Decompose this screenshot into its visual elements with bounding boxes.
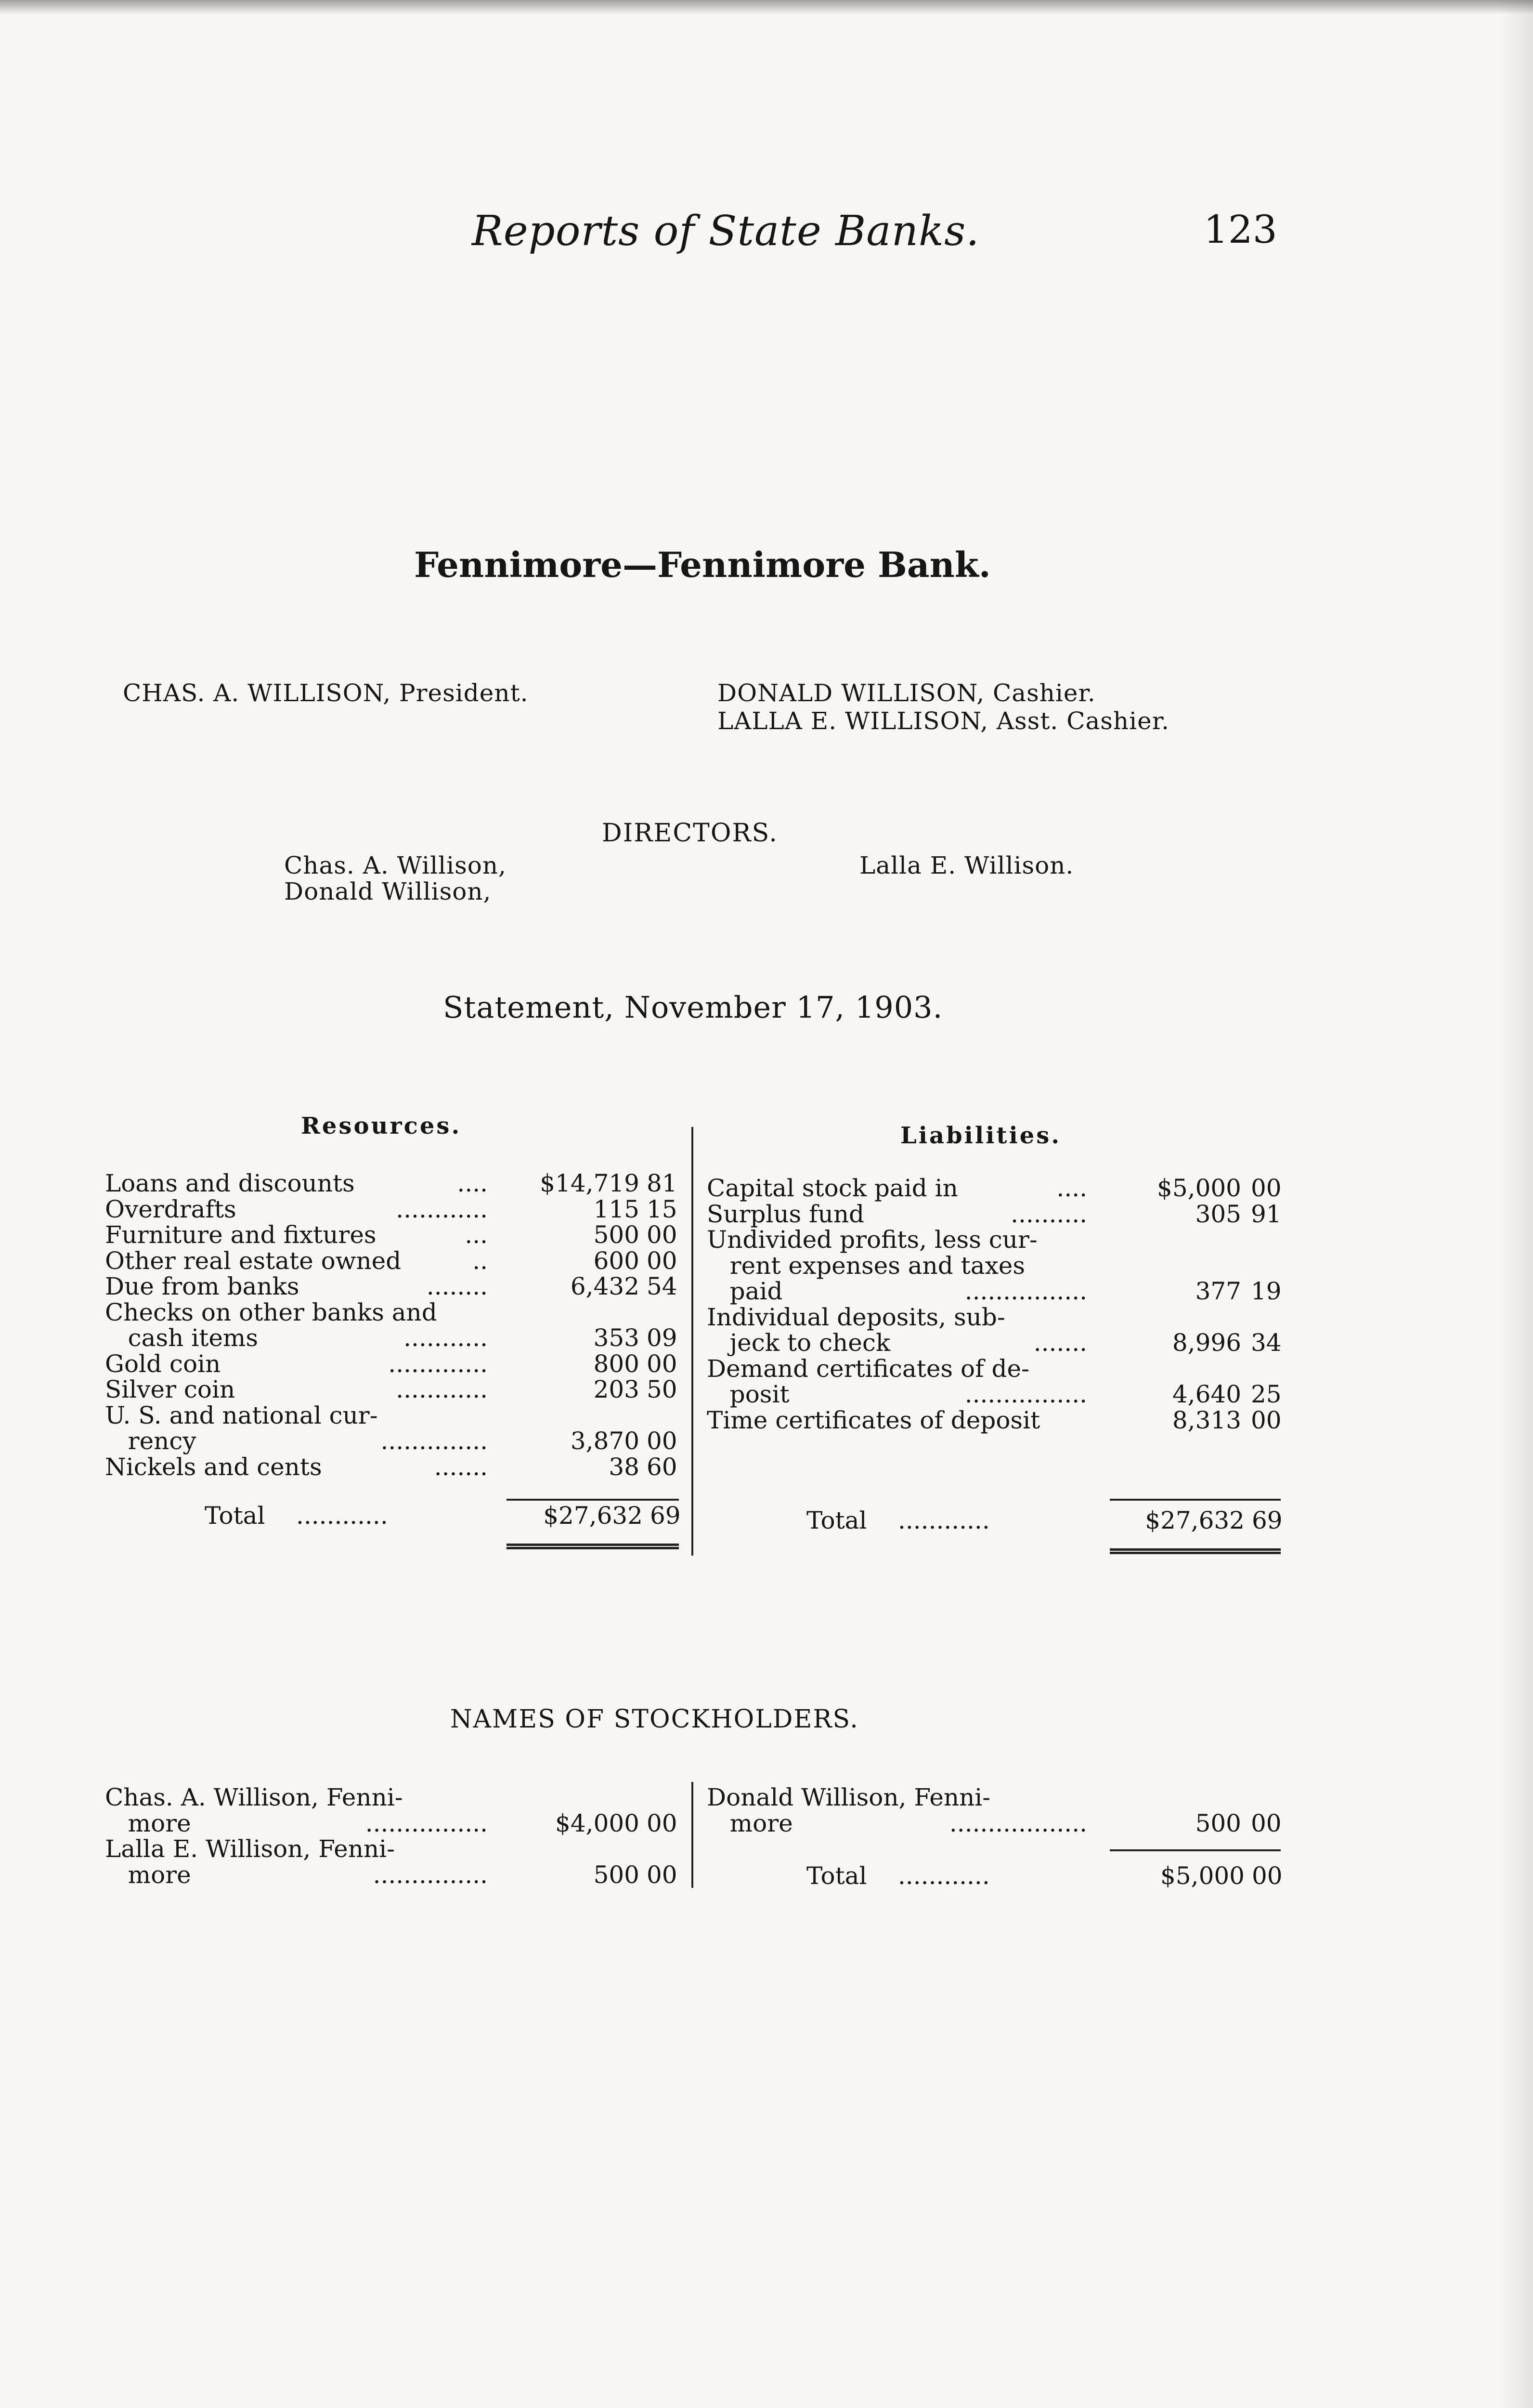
resources-row <box>105 1272 677 1300</box>
resources-row <box>105 1402 586 1428</box>
row-label: Silver coin <box>105 1375 235 1403</box>
amount-dollars: 377 <box>1195 1277 1241 1305</box>
amount-dollars: 3,870 <box>570 1427 639 1455</box>
row-label: rency <box>105 1427 196 1455</box>
total-dollars: $27,632 <box>1145 1506 1245 1534</box>
amount-cents: 00 <box>647 1427 677 1455</box>
leader-dots: ................ <box>964 1277 1087 1305</box>
amount-dollars: 305 <box>1195 1200 1241 1228</box>
amount-cents: 00 <box>647 1860 677 1889</box>
resources-total-rule <box>507 1499 679 1501</box>
row-label: posit <box>707 1380 790 1408</box>
row-label: jeck to check <box>707 1329 891 1357</box>
row-label: rent expenses and taxes <box>707 1251 1026 1280</box>
liabilities-row <box>707 1356 1188 1382</box>
stockholder-row <box>105 1809 677 1837</box>
leader-dots: ............ <box>396 1375 488 1403</box>
row-label: more <box>707 1809 793 1837</box>
amount-cents: 09 <box>647 1324 677 1352</box>
leader-dots: .......... <box>1011 1200 1087 1228</box>
leader-dots: .... <box>457 1169 488 1197</box>
amount-cents: 25 <box>1251 1380 1282 1408</box>
total-dollars: $27,632 <box>543 1502 643 1530</box>
page-edge-shadow-top <box>0 0 1533 14</box>
resources-row <box>105 1324 677 1352</box>
amount-dollars: $5,000 <box>1157 1174 1241 1202</box>
total-label: Total <box>806 1862 867 1890</box>
row-label: Overdrafts <box>105 1195 236 1223</box>
amount-dollars: $4,000 <box>555 1809 639 1837</box>
leader-dots: .................. <box>949 1809 1087 1837</box>
stockholder-row <box>105 1836 586 1862</box>
liabilities-row <box>707 1304 1188 1330</box>
liabilities-double-rule <box>1110 1548 1281 1554</box>
leader-dots: ............... <box>373 1860 488 1889</box>
resources-row <box>105 1246 677 1275</box>
stockholder-row <box>707 1809 1282 1837</box>
amount-cents: 60 <box>647 1453 677 1481</box>
leader-dots: ................ <box>365 1809 488 1837</box>
total-cents: 69 <box>1252 1506 1283 1534</box>
amount-cents: 34 <box>1251 1329 1282 1357</box>
leader-dots: ............ <box>396 1195 488 1223</box>
liabilities-row <box>707 1200 1282 1228</box>
amount-cents: 00 <box>1251 1406 1282 1434</box>
amount-cents: 15 <box>647 1195 677 1223</box>
row-label: Capital stock paid in <box>707 1174 958 1202</box>
amount-dollars: 8,996 <box>1172 1329 1241 1357</box>
amount-dollars: 203 <box>593 1375 639 1403</box>
leader-dots: .............. <box>380 1427 488 1455</box>
row-label: Gold coin <box>105 1349 221 1378</box>
amount-cents: 00 <box>647 1246 677 1275</box>
leader-dots: ....... <box>434 1453 488 1481</box>
row-label: more <box>105 1809 191 1837</box>
row-label: Furniture and fixtures <box>105 1221 377 1249</box>
amount-cents: 54 <box>647 1272 677 1300</box>
leader-dots: ............ <box>296 1502 388 1530</box>
amount-dollars: 500 <box>593 1860 639 1889</box>
total-label: Total <box>806 1506 867 1534</box>
amount-dollars: 8,313 <box>1172 1406 1241 1434</box>
leader-dots: ............ <box>898 1506 990 1534</box>
liabilities-heading: Liabilities. <box>900 1122 1062 1149</box>
resources-total-row <box>205 1503 686 1529</box>
amount-dollars: 6,432 <box>570 1272 639 1300</box>
total-dollars: $5,000 <box>1160 1862 1245 1890</box>
statement-date: Statement, November 17, 1903. <box>443 990 943 1025</box>
row-label: Individual deposits, sub- <box>707 1303 1005 1331</box>
total-cents: 00 <box>1252 1862 1283 1890</box>
row-label: Other real estate owned <box>105 1246 402 1275</box>
row-label: Time certificates of deposit <box>707 1406 1040 1434</box>
officer-cashier: DONALD WILLISON, Cashier. <box>717 679 1096 707</box>
amount-dollars: 500 <box>1195 1809 1241 1837</box>
row-label: Due from banks <box>105 1272 299 1300</box>
stockholder-row <box>707 1784 1188 1810</box>
total-cents: 69 <box>650 1502 681 1530</box>
amount-dollars: 800 <box>593 1349 639 1378</box>
liabilities-row <box>707 1329 1282 1357</box>
row-label: Donald Willison, Fenni- <box>707 1783 991 1811</box>
leader-dots: ........ <box>426 1272 488 1300</box>
resources-row <box>105 1427 677 1455</box>
row-label: Surplus fund <box>707 1200 865 1228</box>
row-label: Loans and discounts <box>105 1169 355 1197</box>
liabilities-row <box>707 1277 1282 1305</box>
liabilities-row <box>707 1253 1188 1279</box>
liabilities-total-row <box>806 1507 1288 1533</box>
director-name: Donald Willison, <box>284 877 492 905</box>
amount-cents: 19 <box>1251 1277 1282 1305</box>
amount-cents: 00 <box>1251 1174 1282 1202</box>
stockholders-divider <box>691 1782 693 1888</box>
running-title: Reports of State Banks. <box>472 207 980 255</box>
amount-dollars: 38 <box>609 1453 639 1481</box>
amount-cents: 00 <box>647 1809 677 1837</box>
liabilities-row <box>707 1174 1282 1202</box>
page-edge-shadow-right <box>1499 0 1533 2408</box>
row-label: Nickels and cents <box>105 1453 322 1481</box>
liabilities-total-rule <box>1110 1499 1281 1501</box>
row-label: cash items <box>105 1324 258 1352</box>
row-label: U. S. and national cur- <box>105 1401 378 1429</box>
resources-heading: Resources. <box>301 1112 462 1139</box>
amount-dollars: 500 <box>593 1221 639 1249</box>
row-label: Lalla E. Willison, Fenni- <box>105 1835 395 1863</box>
leader-dots: .. <box>472 1246 488 1275</box>
amount-dollars: 115 <box>593 1195 639 1223</box>
amount-dollars: 4,640 <box>1172 1380 1241 1408</box>
amount-cents: 91 <box>1251 1200 1282 1228</box>
amount-cents: 00 <box>1251 1809 1282 1837</box>
resources-row <box>105 1299 586 1325</box>
resources-row <box>105 1453 677 1481</box>
leader-dots: ............ <box>898 1862 990 1890</box>
row-label: Checks on other banks and <box>105 1298 437 1326</box>
director-name: Lalla E. Willison. <box>859 851 1074 879</box>
resources-row <box>105 1169 677 1197</box>
row-label: Chas. A. Willison, Fenni- <box>105 1783 403 1811</box>
resources-double-rule <box>507 1544 679 1549</box>
liabilities-row <box>707 1227 1188 1253</box>
leader-dots: ....... <box>1033 1329 1087 1357</box>
leader-dots: .... <box>1056 1174 1087 1202</box>
stockholder-row <box>105 1860 677 1889</box>
amount-cents: 00 <box>647 1349 677 1378</box>
liabilities-row <box>707 1406 1282 1434</box>
bank-title <box>414 544 991 585</box>
leader-dots: ... <box>465 1221 488 1249</box>
row-label: Demand certificates of de- <box>707 1354 1029 1383</box>
row-label: Undivided profits, less cur- <box>707 1226 1038 1254</box>
resources-row <box>105 1349 677 1378</box>
officer-asst-cashier: LALLA E. WILLISON, Asst. Cashier. <box>717 707 1170 735</box>
total-label: Total <box>205 1502 265 1530</box>
stockholders-total-row <box>806 1863 1288 1889</box>
amount-cents: 00 <box>647 1221 677 1249</box>
resources-row <box>105 1195 677 1223</box>
row-label: paid <box>707 1277 783 1305</box>
leader-dots: ........... <box>403 1324 488 1352</box>
stockholders-heading: NAMES OF STOCKHOLDERS. <box>450 1705 859 1734</box>
bank-title-text: Fennimore—Fennimore Bank. <box>414 544 991 585</box>
officer-president: CHAS. A. WILLISON, President. <box>123 679 529 707</box>
directors-heading: DIRECTORS. <box>602 819 778 848</box>
leader-dots: ............. <box>388 1349 488 1378</box>
stockholder-row <box>105 1784 586 1810</box>
page-number: 123 <box>1204 207 1277 252</box>
amount-cents: 81 <box>647 1169 677 1197</box>
amount-dollars: 600 <box>593 1246 639 1275</box>
column-divider <box>691 1127 693 1556</box>
amount-cents: 50 <box>647 1375 677 1403</box>
leader-dots: ................ <box>964 1380 1087 1408</box>
row-label: more <box>105 1860 191 1889</box>
stockholders-total-rule <box>1110 1849 1281 1851</box>
liabilities-row <box>707 1380 1282 1408</box>
director-name: Chas. A. Willison, <box>284 851 507 879</box>
amount-dollars: $14,719 <box>540 1169 639 1197</box>
resources-row <box>105 1375 677 1403</box>
amount-dollars: 353 <box>593 1324 639 1352</box>
resources-row <box>105 1221 677 1249</box>
